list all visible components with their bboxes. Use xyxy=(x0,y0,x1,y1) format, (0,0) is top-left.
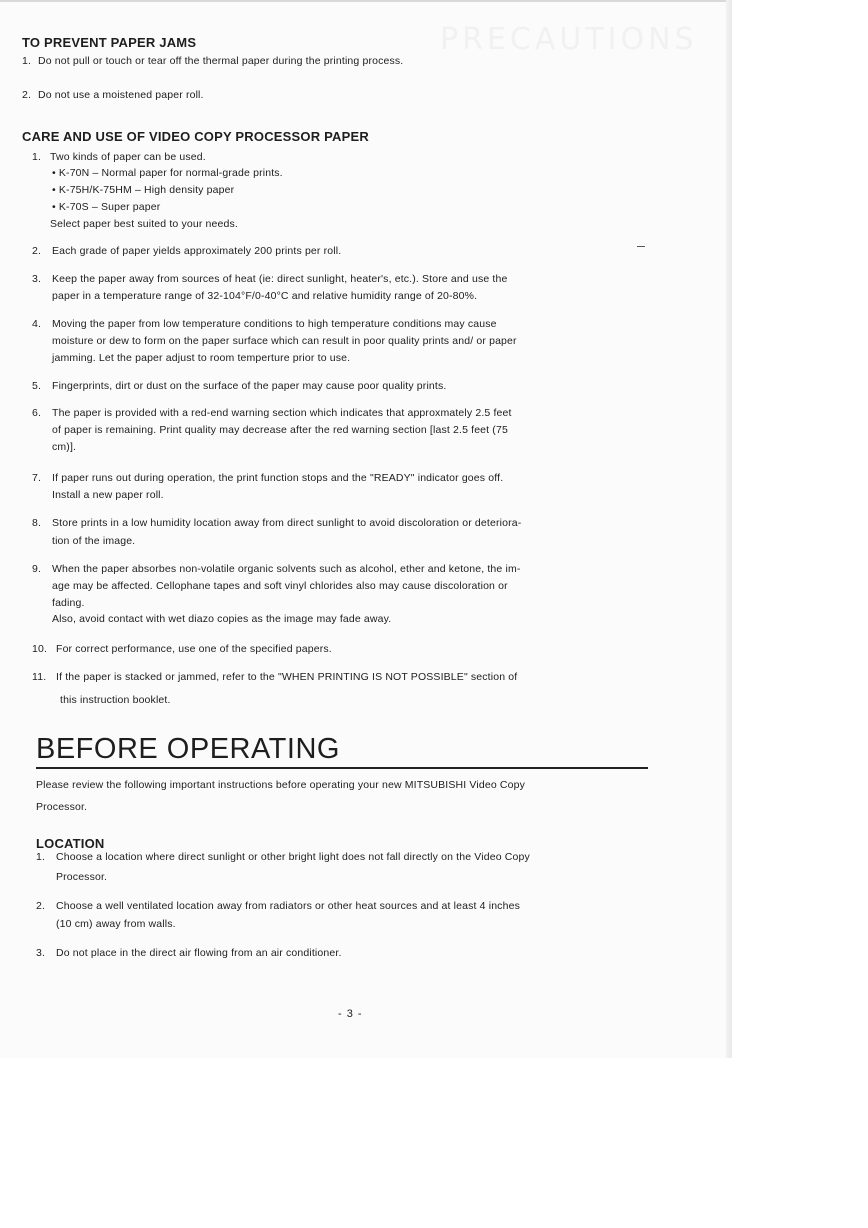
care-item-2 xyxy=(32,245,341,257)
scan-speck xyxy=(637,246,645,247)
care-item-1 xyxy=(32,151,206,163)
care-item-9 xyxy=(32,563,521,575)
title-underline xyxy=(36,767,648,769)
care-item-11-line-2: this instruction booklet. xyxy=(60,694,171,706)
care-item-11-line-1: If the paper is stacked or jammed, refer to the "WHEN PRINTING IS NOT POSSIBLE" section of xyxy=(56,671,518,683)
location-item-2-line-2: (10 cm) away from walls. xyxy=(56,918,176,930)
care-item-4-line-1: Moving the paper from low temperature conditions to high temperature conditions may cause xyxy=(52,318,497,330)
care-item-7-line-2: Install a new paper roll. xyxy=(52,489,164,501)
care-item-8-num: 8. xyxy=(32,517,42,529)
care-item-6-line-2: of paper is remaining. Print quality may decrease after the red warning section [last 2.5 feet (75 xyxy=(52,424,508,436)
jams-item-1-num: 1. xyxy=(22,55,32,67)
care-item-4-line-2: moisture or dew to form on the paper surface which can result in poor quality prints and/ or paper xyxy=(52,335,517,347)
care-item-9-num: 9. xyxy=(32,563,42,575)
care-item-1-outro: Select paper best suited to your needs. xyxy=(50,218,238,230)
care-item-7 xyxy=(32,472,503,484)
care-item-3 xyxy=(32,273,507,285)
care-item-8-line-1: Store prints in a low humidity location away from direct sunlight to avoid discoloration or deteriora- xyxy=(52,517,522,529)
location-item-3 xyxy=(36,947,342,959)
care-item-9-line-4: Also, avoid contact with wet diazo copies as the image may fade away. xyxy=(52,613,392,625)
location-item-3-line-1: Do not place in the direct air flowing from an air conditioner. xyxy=(56,947,342,959)
bleed-through-text: PRECAUTIONS xyxy=(440,22,698,57)
location-heading: LOCATION xyxy=(36,836,105,851)
location-item-1-num: 1. xyxy=(36,851,46,863)
care-item-8-line-2: tion of the image. xyxy=(52,535,136,547)
page-top-edge xyxy=(0,0,732,2)
care-item-3-line-2: paper in a temperature range of 32-104°F/0-40°C and relative humidity range of 20-80%. xyxy=(52,290,478,302)
jams-item-1-line-1: Do not pull or touch or tear off the thermal paper during the printing process. xyxy=(38,55,404,67)
jams-item-2-num: 2. xyxy=(22,89,32,101)
location-item-1-line-1: Choose a location where direct sunlight or other bright light does not fall directly on the Video Copy xyxy=(56,851,530,863)
care-item-10-line-1: For correct performance, use one of the specified papers. xyxy=(56,643,332,655)
care-item-7-num: 7. xyxy=(32,472,42,484)
care-item-1-intro: Two kinds of paper can be used. xyxy=(50,151,206,163)
jams-item-1 xyxy=(22,55,403,67)
care-item-7-line-1: If paper runs out during operation, the print function stops and the "READY" indicator goes off. xyxy=(52,472,504,484)
care-item-9-line-3: fading. xyxy=(52,597,85,609)
care-item-2-line-1: Each grade of paper yields approximately 200 prints per roll. xyxy=(52,245,342,257)
care-item-11 xyxy=(32,671,517,683)
location-item-2-num: 2. xyxy=(36,900,46,912)
before-intro-line-1: Please review the following important instructions before operating your new MITSUBISHI Video Copy xyxy=(36,779,525,791)
care-item-6-line-3: cm)]. xyxy=(52,441,77,453)
before-intro-line-2: Processor. xyxy=(36,801,88,813)
jams-item-2 xyxy=(22,89,204,101)
location-item-1 xyxy=(36,851,530,863)
before-operating-title: BEFORE OPERATING xyxy=(36,733,340,765)
care-item-11-num: 11. xyxy=(32,671,47,683)
care-item-5 xyxy=(32,380,446,392)
care-bullet-2: • K-75H/K-75HM – High density paper xyxy=(52,184,235,196)
location-item-1-line-2: Processor. xyxy=(56,871,108,883)
care-bullet-3: • K-70S – Super paper xyxy=(52,201,161,213)
care-item-10 xyxy=(32,643,332,655)
care-item-3-num: 3. xyxy=(32,273,42,285)
page-number: - 3 - xyxy=(338,1008,363,1020)
care-heading: CARE AND USE OF VIDEO COPY PROCESSOR PAPER xyxy=(22,129,369,144)
location-item-2 xyxy=(36,900,520,912)
location-item-3-num: 3. xyxy=(36,947,46,959)
care-item-4-line-3: jamming. Let the paper adjust to room temperture prior to use. xyxy=(52,352,351,364)
care-item-6 xyxy=(32,407,512,419)
care-item-10-num: 10. xyxy=(32,643,48,655)
care-item-6-line-1: The paper is provided with a red-end warning section which indicates that approxmately 2.5 feet xyxy=(52,407,512,419)
care-item-9-line-2: age may be affected. Cellophane tapes and soft vinyl chlorides also may cause discoloration or xyxy=(52,580,508,592)
care-item-1-num: 1. xyxy=(32,151,42,163)
care-item-5-num: 5. xyxy=(32,380,42,392)
care-item-8 xyxy=(32,517,521,529)
care-item-3-line-1: Keep the paper away from sources of heat (ie: direct sunlight, heater's, etc.). Store and use the xyxy=(52,273,508,285)
page-right-edge xyxy=(726,0,732,1058)
care-item-2-num: 2. xyxy=(32,245,42,257)
jams-heading: TO PREVENT PAPER JAMS xyxy=(22,35,197,50)
care-item-4-num: 4. xyxy=(32,318,42,330)
care-item-6-num: 6. xyxy=(32,407,42,419)
location-item-2-line-1: Choose a well ventilated location away from radiators or other heat sources and at least 4 inches xyxy=(56,900,520,912)
care-item-9-line-1: When the paper absorbes non-volatile organic solvents such as alcohol, ether and ketone, the im- xyxy=(52,563,521,575)
care-bullet-1: • K-70N – Normal paper for normal-grade prints. xyxy=(52,167,283,179)
care-item-4 xyxy=(32,318,497,330)
care-item-5-line-1: Fingerprints, dirt or dust on the surface of the paper may cause poor quality prints. xyxy=(52,380,447,392)
jams-item-2-line-1: Do not use a moistened paper roll. xyxy=(38,89,204,101)
